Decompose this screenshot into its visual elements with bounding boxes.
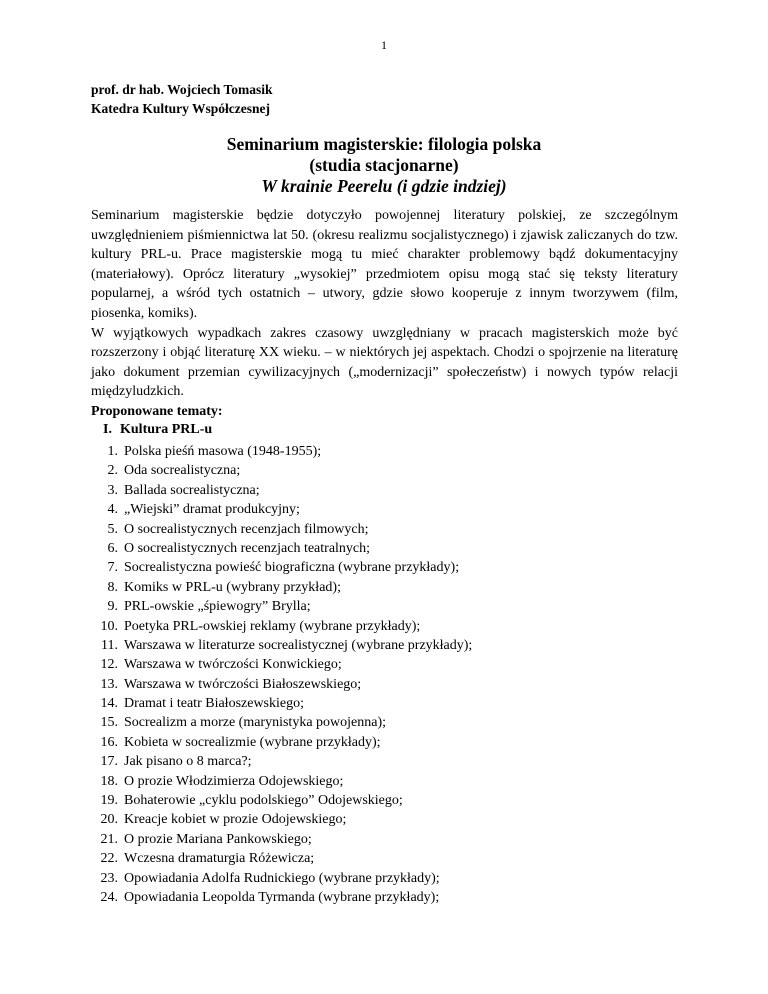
topic-number: 12. <box>100 657 118 673</box>
topic-item <box>80 617 472 636</box>
topics-list <box>80 442 472 907</box>
topic-text: Ballada socrealistyczna; <box>124 482 260 498</box>
topic-item <box>80 752 472 771</box>
title-line-1: Seminarium magisterskie: filologia polska <box>226 134 542 154</box>
page-number: 1 <box>381 38 387 52</box>
topic-number: 22. <box>100 851 118 867</box>
topic-item <box>80 655 472 674</box>
author-block <box>91 80 273 118</box>
topic-text: Socrealistyczna powieść biograficzna (wybrane przykłady); <box>124 560 460 576</box>
topic-item <box>80 636 472 655</box>
topic-text: Poetyka PRL-owskiej reklamy (wybrane przykłady); <box>124 618 421 634</box>
topic-text: Kobieta w socrealizmie (wybrane przykłady); <box>124 734 381 750</box>
topic-text: O prozie Mariana Pankowskiego; <box>124 831 312 847</box>
topic-item <box>80 461 472 480</box>
topic-text: Jak pisano o 8 marca?; <box>124 754 252 770</box>
topic-number: 11. <box>101 637 118 653</box>
topic-text: Oda socrealistyczna; <box>124 463 241 479</box>
topic-number: 18. <box>100 773 118 789</box>
topic-item <box>80 888 472 907</box>
author-name: prof. dr hab. Wojciech Tomasik <box>91 82 273 97</box>
topic-item <box>80 675 472 694</box>
title-line-3: W krainie Peerelu (i gdzie indziej) <box>261 176 507 196</box>
topic-item <box>80 558 472 577</box>
topic-number: 1. <box>107 444 118 459</box>
topic-number: 23. <box>100 870 118 886</box>
topic-number: 20. <box>100 812 118 828</box>
topic-text: PRL-owskie „śpiewogry” Brylla; <box>124 599 311 615</box>
topic-number: 8. <box>107 579 118 595</box>
topic-number: 15. <box>100 715 118 731</box>
topic-text: Opowiadania Adolfa Rudnickiego (wybrane przykłady); <box>124 870 440 886</box>
topic-item <box>80 520 472 539</box>
topic-number: 13. <box>100 676 118 692</box>
intro-paragraph-2: W wyjątkowych wypadkach zakres czasowy uwzględniany w pracach magisterskich może być rozszerzony i objąć literaturę XX wieku. – w niektórych jej aspektach. Chodzi o spojrzenie na literaturę jako dokument przemian cywilizacyjnych („modernizacji” społeczeństw) i nowych typów relacji międzyludzkich. <box>91 325 678 400</box>
topic-item <box>80 597 472 616</box>
topic-item <box>80 694 472 713</box>
topic-text: Polska pieśń masowa (1948-1955); <box>124 444 322 459</box>
topic-number: 21. <box>100 831 118 847</box>
topic-item <box>80 500 472 519</box>
topic-text: Warszawa w twórczości Białoszewskiego; <box>124 676 362 692</box>
topic-text: Opowiadania Leopolda Tyrmanda (wybrane przykłady); <box>124 889 440 905</box>
topic-text: Socrealizm a morze (marynistyka powojenna); <box>124 715 387 731</box>
topic-number: 3. <box>107 482 118 498</box>
section-heading <box>103 422 213 438</box>
topic-number: 2. <box>107 463 118 479</box>
topic-text: Wczesna dramaturgia Różewicza; <box>124 851 315 867</box>
author-department: Katedra Kultury Współczesnej <box>91 101 270 116</box>
topic-item <box>80 830 472 849</box>
topic-number: 4. <box>107 502 118 518</box>
topic-text: Bohaterowie „cyklu podolskiego” Odojewskiego; <box>124 793 403 809</box>
topic-item <box>80 713 472 732</box>
topic-text: Warszawa w twórczości Konwickiego; <box>124 657 342 673</box>
topic-number: 10. <box>100 618 118 634</box>
topic-number: 5. <box>107 521 118 537</box>
topic-item <box>80 869 472 888</box>
topic-number: 9. <box>107 599 118 615</box>
topic-item <box>80 810 472 829</box>
topic-item <box>80 772 472 791</box>
topic-number: 17. <box>100 754 118 770</box>
topic-item <box>80 578 472 597</box>
topic-number: 6. <box>107 540 118 556</box>
topic-text: Komiks w PRL-u (wybrany przykład); <box>124 579 341 595</box>
topic-number: 14. <box>100 696 118 712</box>
title-line-2: (studia stacjonarne) <box>309 155 459 175</box>
topic-text: Dramat i teatr Białoszewskiego; <box>124 696 304 712</box>
topic-text: Warszawa w literaturze socrealistycznej (wybrane przykłady); <box>124 637 473 653</box>
topic-text: O socrealistycznych recenzjach teatralnych; <box>124 540 371 556</box>
topic-item <box>80 791 472 810</box>
section-number: I. <box>103 422 112 437</box>
topic-item <box>80 539 472 558</box>
topic-item <box>80 442 472 461</box>
topic-number: 16. <box>100 734 118 750</box>
topic-text: Kreacje kobiet w prozie Odojewskiego; <box>124 812 347 828</box>
topics-heading: Proponowane tematy: <box>91 404 223 419</box>
topic-item <box>80 733 472 752</box>
topic-number: 19. <box>100 793 118 809</box>
topic-item <box>80 481 472 500</box>
intro-paragraph-1: Seminarium magisterskie będzie dotyczyło powojennej literatury polskiej, ze szczególnym uwzględnieniem piśmiennictwa lat 50. (okresu realizmu socjalistycznego) i zjawisk zaliczanych do tzw. kultury PRL-u. Prace magisterskie mogą tu mieć charakter problemowy bądź dokumentacyjny (materiałowy). Oprócz literatury „wysokiej” przedmiotem opisu mogą stać się teksty literatury popularnej, a wśród tych ostatnich – utwory, gdzie słowo kooperuje z innym tworzywem (film, piosenka, komiks). <box>91 208 678 321</box>
topic-text: O socrealistycznych recenzjach filmowych; <box>124 521 369 537</box>
intro-text <box>91 206 678 402</box>
topic-text: O prozie Włodzimierza Odojewskiego; <box>124 773 344 789</box>
section-title: Kultura PRL-u <box>120 422 213 437</box>
topic-number: 7. <box>107 560 118 576</box>
document-title <box>0 134 768 197</box>
topic-number: 24. <box>100 889 118 905</box>
topic-item <box>80 849 472 868</box>
topic-text: „Wiejski” dramat produkcyjny; <box>124 502 300 518</box>
